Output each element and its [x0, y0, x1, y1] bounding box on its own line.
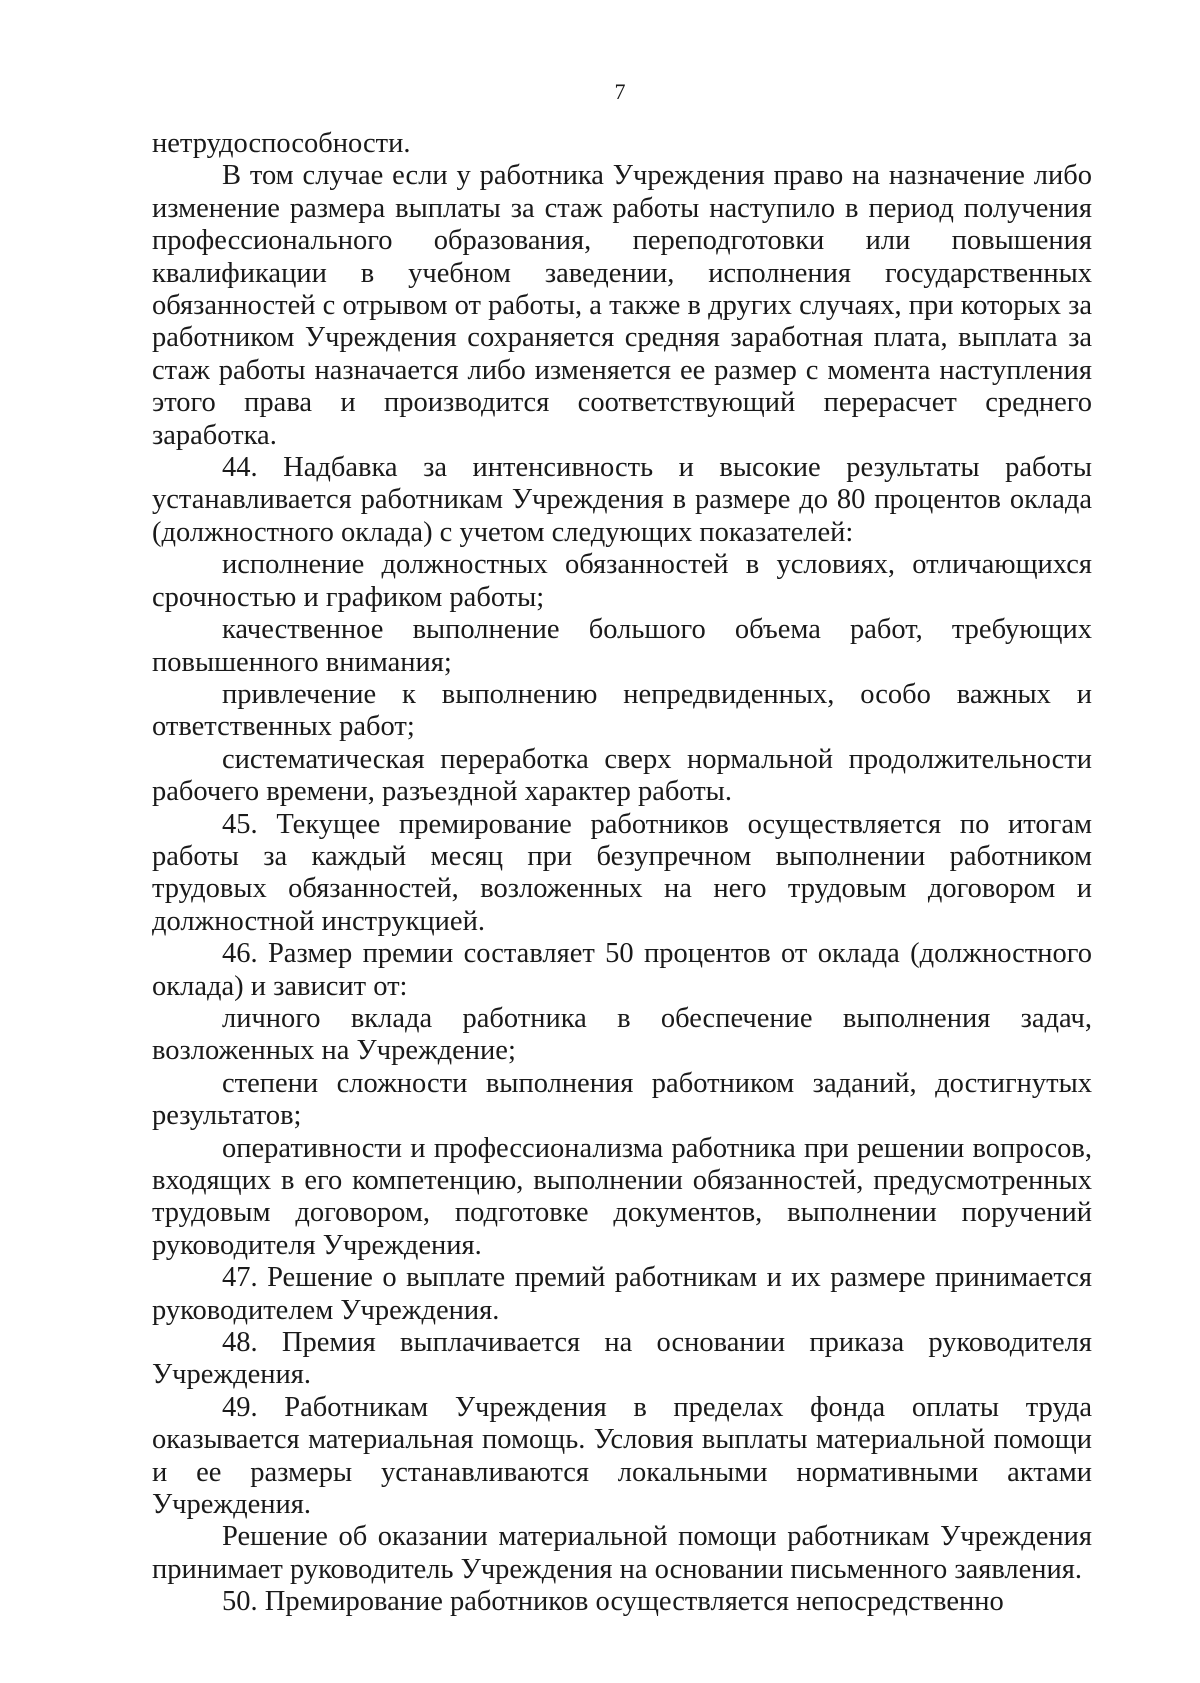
paragraph-clause-44: 44. Надбавка за интенсивность и высокие результаты работы устанавливается работникам Учреждения в размере до 80 процентов оклада (должностного оклада) с учетом следующих показателей: — [152, 452, 1092, 548]
document-body — [152, 128, 1092, 1619]
list-item: качественное выполнение большого объема работ, требующих повышенного внимания; — [152, 614, 1092, 678]
paragraph-clause-48: 48. Премия выплачивается на основании приказа руководителя Учреждения. — [152, 1327, 1092, 1391]
paragraph-clause-50: 50. Премирование работников осуществляется непосредственно — [222, 1586, 1004, 1618]
paragraph-clause-47: 47. Решение о выплате премий работникам и их размере принимается руководителем Учреждения. — [152, 1262, 1092, 1326]
list-item: степени сложности выполнения работником заданий, достигнутых результатов; — [152, 1067, 1092, 1132]
paragraph-clause-45: 45. Текущее премирование работников осуществляется по итогам работы за каждый месяц при безупречном выполнении работником трудовых обязанностей, возложенных на него трудовым договором и должностной инструкцией. — [152, 808, 1092, 937]
paragraph: Решение об оказании материальной помощи работникам Учреждения принимает руководитель Учреждения на основании письменного заявления. — [152, 1521, 1092, 1585]
list-item: привлечение к выполнению непредвиденных, особо важных и ответственных работ; — [152, 678, 1092, 743]
list-item: оперативности и профессионализма работника при решении вопросов, входящих в его компетенцию, выполнении обязанностей, предусмотренных трудовым договором, подготовке документов, выполнении поручений руководителя Учреждения. — [152, 1132, 1092, 1261]
list-item: систематическая переработка сверх нормальной продолжительности рабочего времени, разъездной характер работы. — [152, 743, 1092, 808]
page-number: 7 — [614, 79, 626, 104]
paragraph-continuation: нетрудоспособности. — [152, 128, 411, 159]
list-item: личного вклада работника в обеспечение выполнения задач, возложенных на Учреждение; — [152, 1002, 1092, 1067]
list-item: исполнение должностных обязанностей в условиях, отличающихся срочностью и графиком работы; — [152, 549, 1092, 613]
paragraph-clause-46: 46. Размер премии составляет 50 процентов от оклада (должностного оклада) и зависит от: — [152, 938, 1092, 1002]
paragraph: В том случае если у работника Учреждения право на назначение либо изменение размера выплаты за стаж работы наступило в период получения профессионального образования, переподготовки или повышения квалификации в учебном заведении, исполнения государственных обязанностей с отрывом от работы, а также в других случаях, при которых за работником Учреждения сохраняется средняя заработная плата, выплата за стаж работы назначается либо изменяется ее размер с момента наступления этого права и производится соответствующий перерасчет среднего заработка. — [152, 160, 1092, 451]
paragraph-clause-49: 49. Работникам Учреждения в пределах фонда оплаты труда оказывается материальная помощь. Условия выплаты материальной помощи и ее размеры устанавливаются локальными нормативными актами Учреждения. — [152, 1391, 1092, 1521]
